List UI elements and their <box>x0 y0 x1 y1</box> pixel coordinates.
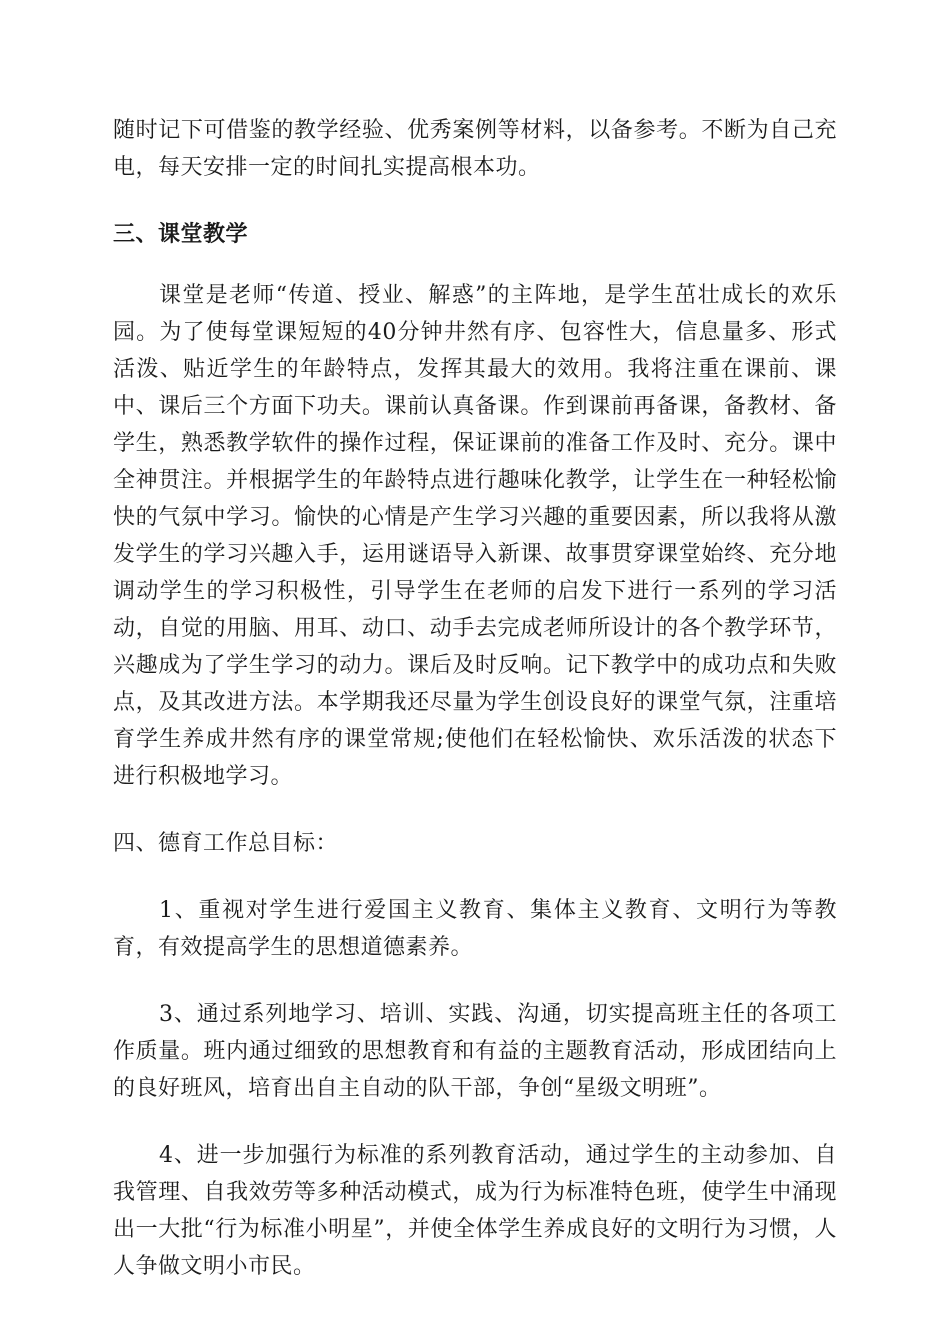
goal-item-4: 4、进一步加强行为标准的系列教育活动，通过学生的主动参加、自我管理、自我效劳等多种活动模式，成为行为标准特色班，使学生中涌现出一大批“行为标准小明星”，并使全体学生养成良好的文明行为习惯，人人争做文明小市民。 <box>113 1143 837 1279</box>
section-3-heading: 三、课堂教学 <box>113 221 249 247</box>
goal-item-3: 3、通过系列地学习、培训、实践、沟通，切实提高班主任的各项工作质量。班内通过细致的思想教育和有益的主题教育活动，形成团结向上的良好班风，培育出自主自动的队干部，争创“星级文明班”。 <box>113 1002 837 1101</box>
section-3-paragraph: 课堂是老师“传道、授业、解惑”的主阵地，是学生茁壮成长的欢乐园。为了使每堂课短短的40分钟井然有序、包容性大，信息量多、形式活泼、贴近学生的年龄特点，发挥其最大的效用。我将注重在课前、课中、课后三个方面下功夫。课前认真备课。作到课前再备课，备教材、备学生，熟悉教学软件的操作过程，保证课前的准备工作及时、充分。课中全神贯注。并根据学生的年龄特点进行趣味化教学，让学生在一种轻松愉快的气氛中学习。愉快的心情是产生学习兴趣的重要因素，所以我将从激发学生的学习兴趣入手，运用谜语导入新课、故事贯穿课堂始终、充分地调动学生的学习积极性，引导学生在老师的启发下进行一系列的学习活动，自觉的用脑、用耳、动口、动手去完成老师所设计的各个教学环节，兴趣成为了学生学习的动力。课后及时反响。记下教学中的成功点和失败点，及其改进方法。本学期我还尽量为学生创设良好的课堂气氛，注重培育学生养成井然有序的课堂常规;使他们在轻松愉快、欢乐活泼的状态下进行积极地学习。 <box>113 283 837 789</box>
intro-paragraph: 随时记下可借鉴的教学经验、优秀案例等材料，以备参考。不断为自己充电，每天安排一定的时间扎实提高根本功。 <box>113 118 837 180</box>
section-4-heading: 四、德育工作总目标： <box>113 831 339 856</box>
goal-item-1: 1、重视对学生进行爱国主义教育、集体主义教育、文明行为等教育，有效提高学生的思想道德素养。 <box>113 898 837 960</box>
document-page <box>113 112 837 1285</box>
